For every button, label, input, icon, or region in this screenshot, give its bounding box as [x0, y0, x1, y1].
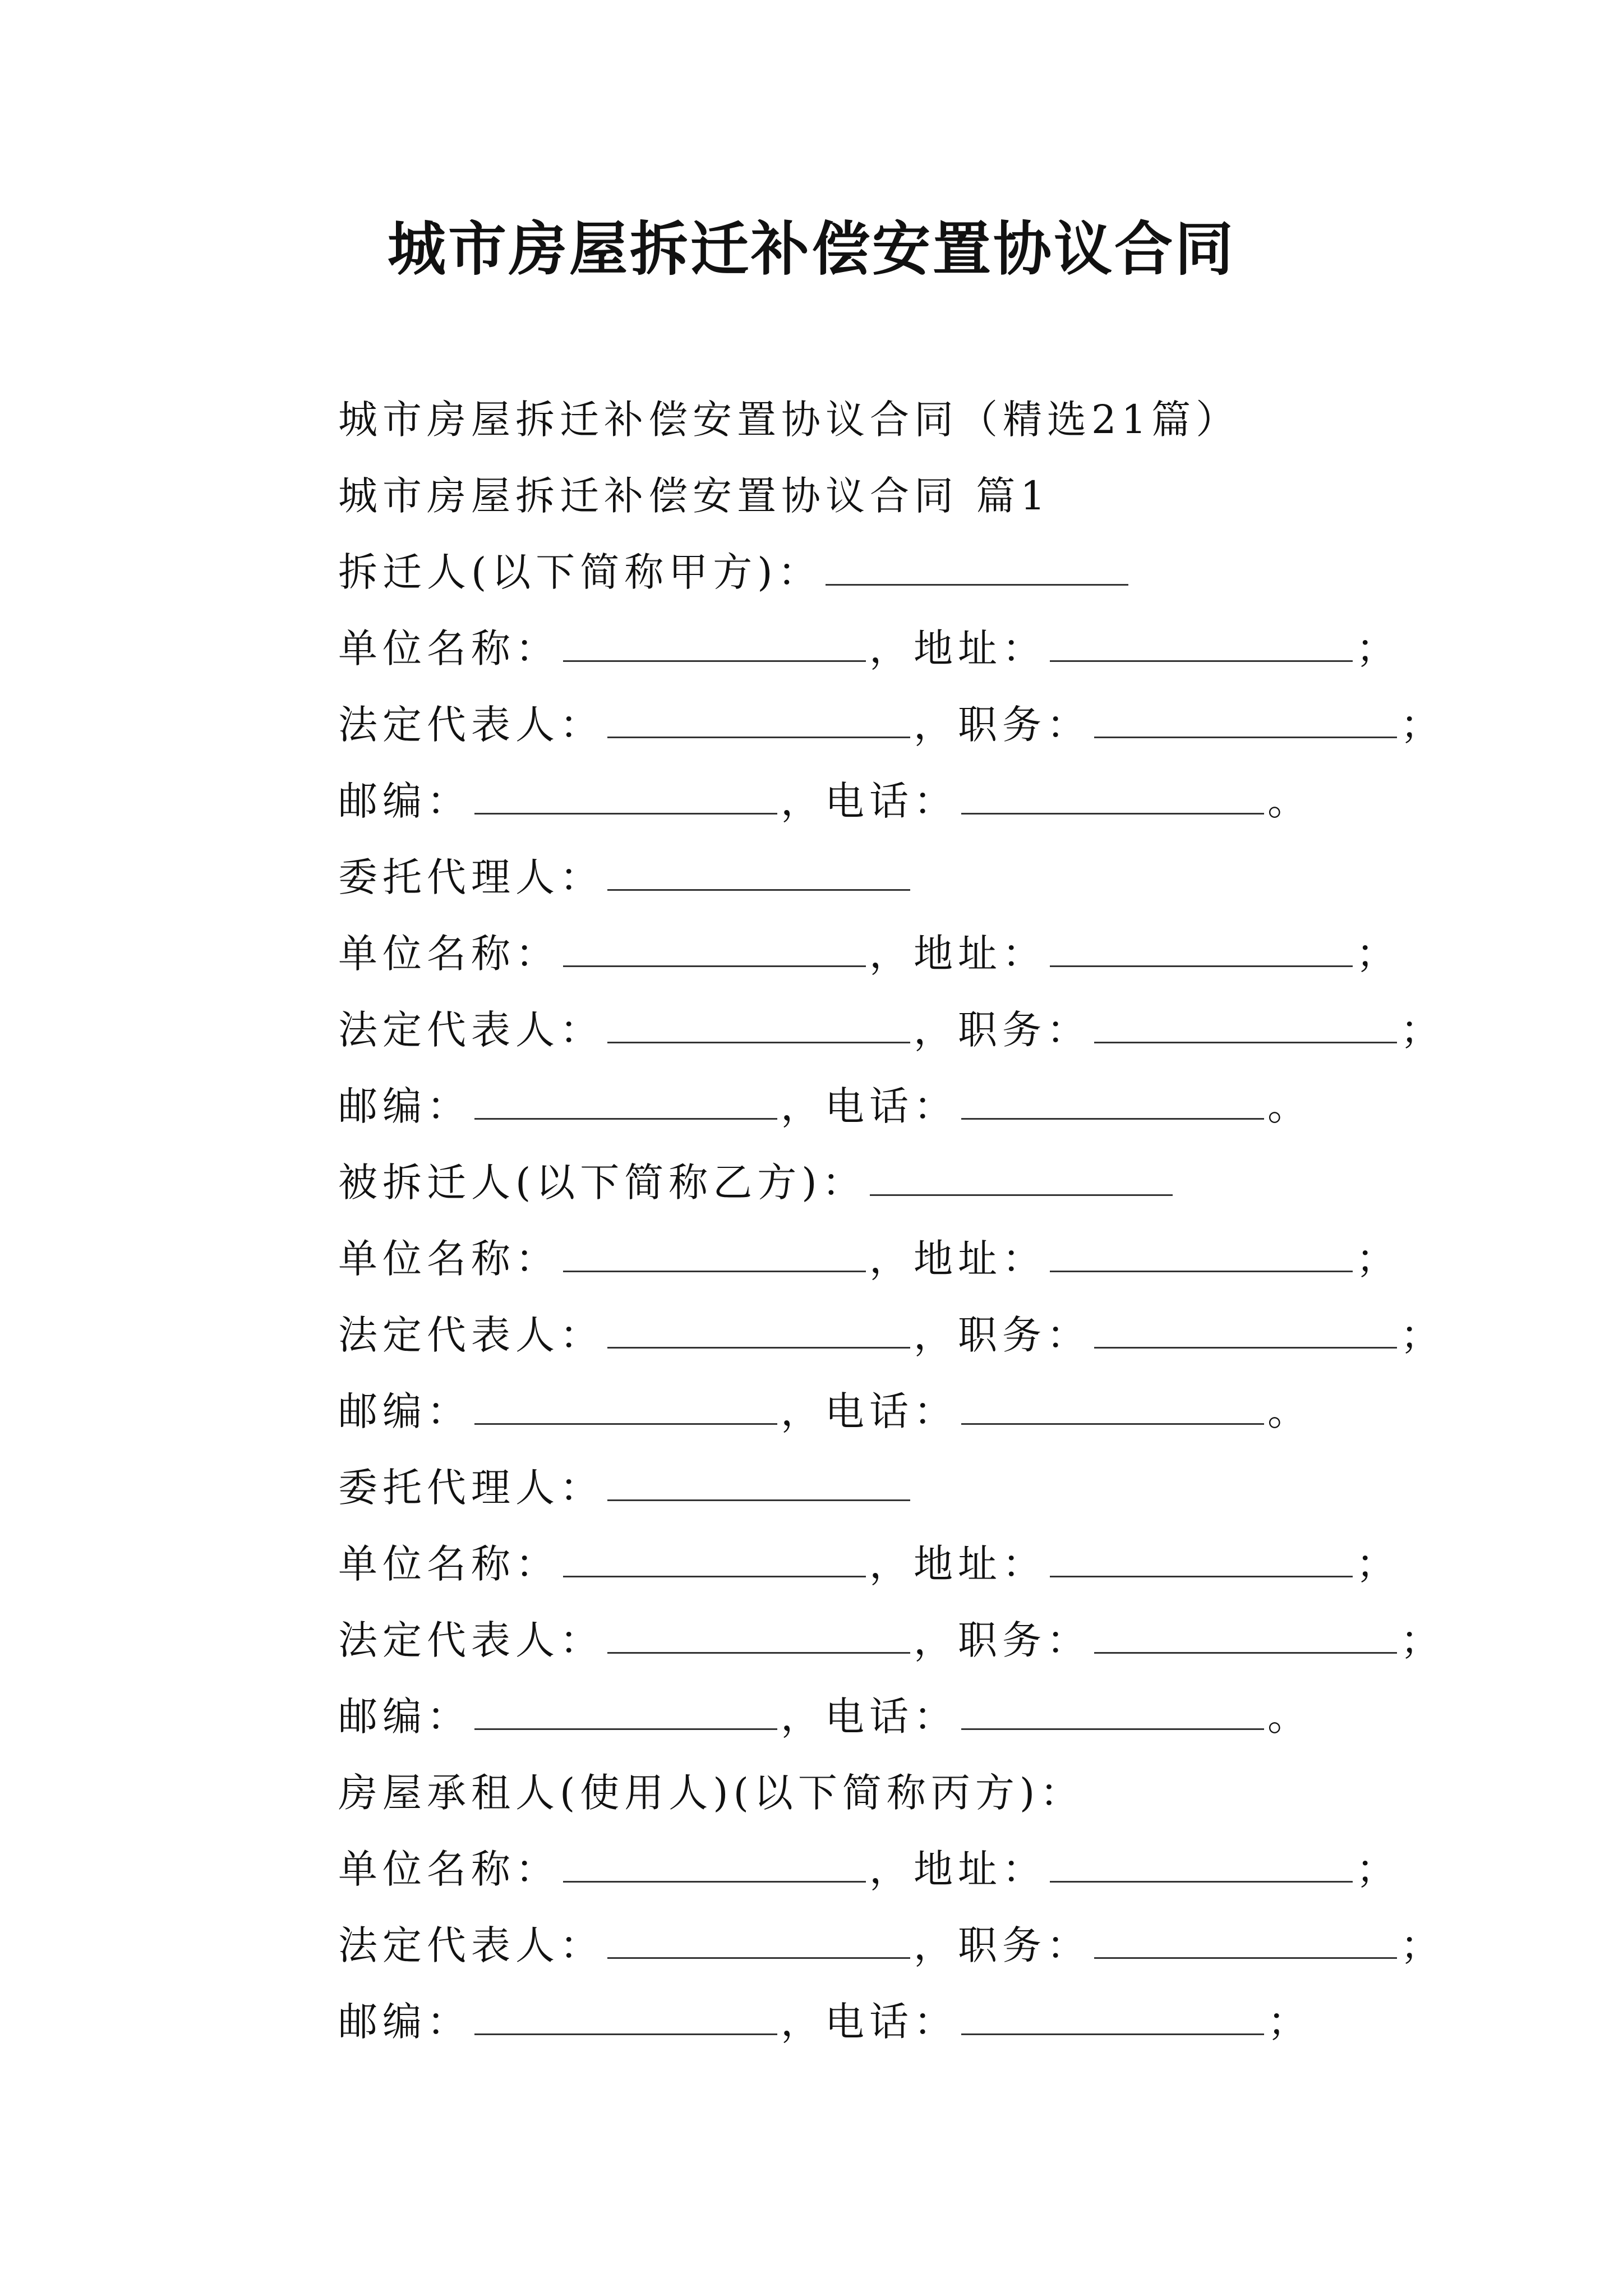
position-label: ，职务： — [914, 702, 1091, 748]
position-label: ，职务： — [914, 1007, 1091, 1053]
unit-name-label: 单位名称： — [338, 1541, 560, 1587]
legal-rep-label: 法定代表人： — [338, 1922, 604, 1968]
postcode-blank[interactable] — [474, 779, 777, 815]
period: 。 — [1267, 1083, 1312, 1129]
unit-name-blank[interactable] — [563, 1847, 866, 1883]
phone-blank[interactable] — [961, 2000, 1264, 2035]
semicolon: ； — [1356, 1846, 1400, 1892]
address-label: ，地址： — [869, 1541, 1046, 1587]
phone-label: ，电话： — [781, 1388, 958, 1434]
phone-blank[interactable] — [961, 1695, 1264, 1730]
semicolon: ； — [1356, 1236, 1400, 1282]
end-mark: ； — [1267, 1999, 1312, 2045]
position-blank[interactable] — [1094, 1313, 1397, 1349]
party-a-agent-unit-line — [338, 915, 1493, 992]
legal-rep-blank[interactable] — [607, 703, 910, 738]
unit-name-blank[interactable] — [563, 1542, 866, 1577]
postcode-blank[interactable] — [474, 1389, 777, 1425]
postcode-label: 邮编： — [338, 1388, 471, 1434]
postcode-blank[interactable] — [474, 1084, 777, 1120]
legal-rep-label: 法定代表人： — [338, 702, 604, 748]
address-blank[interactable] — [1050, 627, 1353, 662]
position-label: ，职务： — [914, 1617, 1091, 1663]
address-blank[interactable] — [1050, 1237, 1353, 1272]
phone-label: ，电话： — [781, 1694, 958, 1740]
legal-rep-label: 法定代表人： — [338, 1617, 604, 1663]
party-c-contact-line — [338, 1984, 1493, 2060]
party-a-agent-line — [338, 839, 1493, 915]
agent-blank[interactable] — [607, 855, 910, 891]
address-label: ，地址： — [869, 625, 1046, 671]
unit-name-blank[interactable] — [563, 932, 866, 967]
address-blank[interactable] — [1050, 1542, 1353, 1577]
party-b-agent-rep-line — [338, 1602, 1493, 1678]
unit-name-label: 单位名称： — [338, 1846, 560, 1892]
legal-rep-blank[interactable] — [607, 1313, 910, 1349]
party-c-label: 房屋承租人(使用人)(以下简称丙方)： — [338, 1770, 1085, 1816]
postcode-label: 邮编： — [338, 778, 471, 824]
postcode-label: 邮编： — [338, 1694, 471, 1740]
phone-label: ，电话： — [781, 1083, 958, 1129]
postcode-blank[interactable] — [474, 1695, 777, 1730]
semicolon: ； — [1356, 931, 1400, 977]
party-a-rep-line — [338, 687, 1493, 763]
party-a-blank[interactable] — [826, 550, 1128, 586]
legal-rep-blank[interactable] — [607, 1924, 910, 1959]
article-heading: 城市房屋拆迁补偿安置协议合同 篇1 — [338, 473, 1050, 519]
party-b-rep-line — [338, 1297, 1493, 1373]
party-b-unit-line — [338, 1221, 1493, 1297]
postcode-label: 邮编： — [338, 1999, 471, 2045]
party-b-blank[interactable] — [870, 1161, 1173, 1196]
semicolon: ； — [1356, 1541, 1400, 1587]
semicolon: ； — [1400, 1312, 1445, 1358]
party-a-agent-rep-line — [338, 992, 1493, 1068]
postcode-blank[interactable] — [474, 2000, 777, 2035]
period: 。 — [1267, 778, 1312, 824]
party-b-agent-contact-line — [338, 1678, 1493, 1755]
address-blank[interactable] — [1050, 932, 1353, 967]
unit-name-label: 单位名称： — [338, 931, 560, 977]
unit-name-label: 单位名称： — [338, 625, 560, 671]
postcode-label: 邮编： — [338, 1083, 471, 1129]
agent-label: 委托代理人： — [338, 854, 604, 900]
position-label: ，职务： — [914, 1312, 1091, 1358]
party-a-label: 拆迁人(以下简称甲方)： — [338, 549, 822, 595]
party-b-line — [338, 1144, 1493, 1221]
party-b-label: 被拆迁人(以下简称乙方)： — [338, 1159, 866, 1205]
legal-rep-blank[interactable] — [607, 1008, 910, 1043]
position-blank[interactable] — [1094, 1618, 1397, 1654]
legal-rep-label: 法定代表人： — [338, 1312, 604, 1358]
semicolon: ； — [1356, 625, 1400, 671]
position-label: ，职务： — [914, 1922, 1091, 1968]
party-c-rep-line — [338, 1907, 1493, 1984]
unit-name-blank[interactable] — [563, 627, 866, 662]
semicolon: ； — [1400, 1617, 1445, 1663]
position-blank[interactable] — [1094, 1008, 1397, 1043]
legal-rep-label: 法定代表人： — [338, 1007, 604, 1053]
address-label: ，地址： — [869, 1846, 1046, 1892]
phone-blank[interactable] — [961, 1084, 1264, 1120]
semicolon: ； — [1400, 702, 1445, 748]
phone-label: ，电话： — [781, 1999, 958, 2045]
party-b-contact-line — [338, 1373, 1493, 1450]
period: 。 — [1267, 1694, 1312, 1740]
unit-name-label: 单位名称： — [338, 1236, 560, 1282]
party-b-agent-unit-line — [338, 1526, 1493, 1602]
position-blank[interactable] — [1094, 1924, 1397, 1959]
legal-rep-blank[interactable] — [607, 1618, 910, 1654]
document-title: 城市房屋拆迁补偿安置协议合同 — [387, 214, 1235, 283]
semicolon: ； — [1400, 1922, 1445, 1968]
address-label: ，地址： — [869, 1236, 1046, 1282]
address-blank[interactable] — [1050, 1847, 1353, 1883]
agent-blank[interactable] — [607, 1466, 910, 1501]
party-b-agent-line — [338, 1450, 1493, 1526]
position-blank[interactable] — [1094, 703, 1397, 738]
address-label: ，地址： — [869, 931, 1046, 977]
phone-blank[interactable] — [961, 1389, 1264, 1425]
phone-blank[interactable] — [961, 779, 1264, 815]
document-body — [338, 381, 1493, 2060]
unit-name-blank[interactable] — [563, 1237, 866, 1272]
semicolon: ； — [1400, 1007, 1445, 1053]
subtitle: 城市房屋拆迁补偿安置协议合同（精选21篇） — [338, 397, 1241, 443]
party-a-agent-contact-line — [338, 1068, 1493, 1144]
party-c-unit-line — [338, 1831, 1493, 1907]
agent-label: 委托代理人： — [338, 1465, 604, 1511]
party-a-contact-line — [338, 763, 1493, 839]
period: 。 — [1267, 1388, 1312, 1434]
party-a-unit-line — [338, 610, 1493, 687]
party-a-line — [338, 534, 1493, 610]
phone-label: ，电话： — [781, 778, 958, 824]
party-c-line — [338, 1755, 1493, 1831]
